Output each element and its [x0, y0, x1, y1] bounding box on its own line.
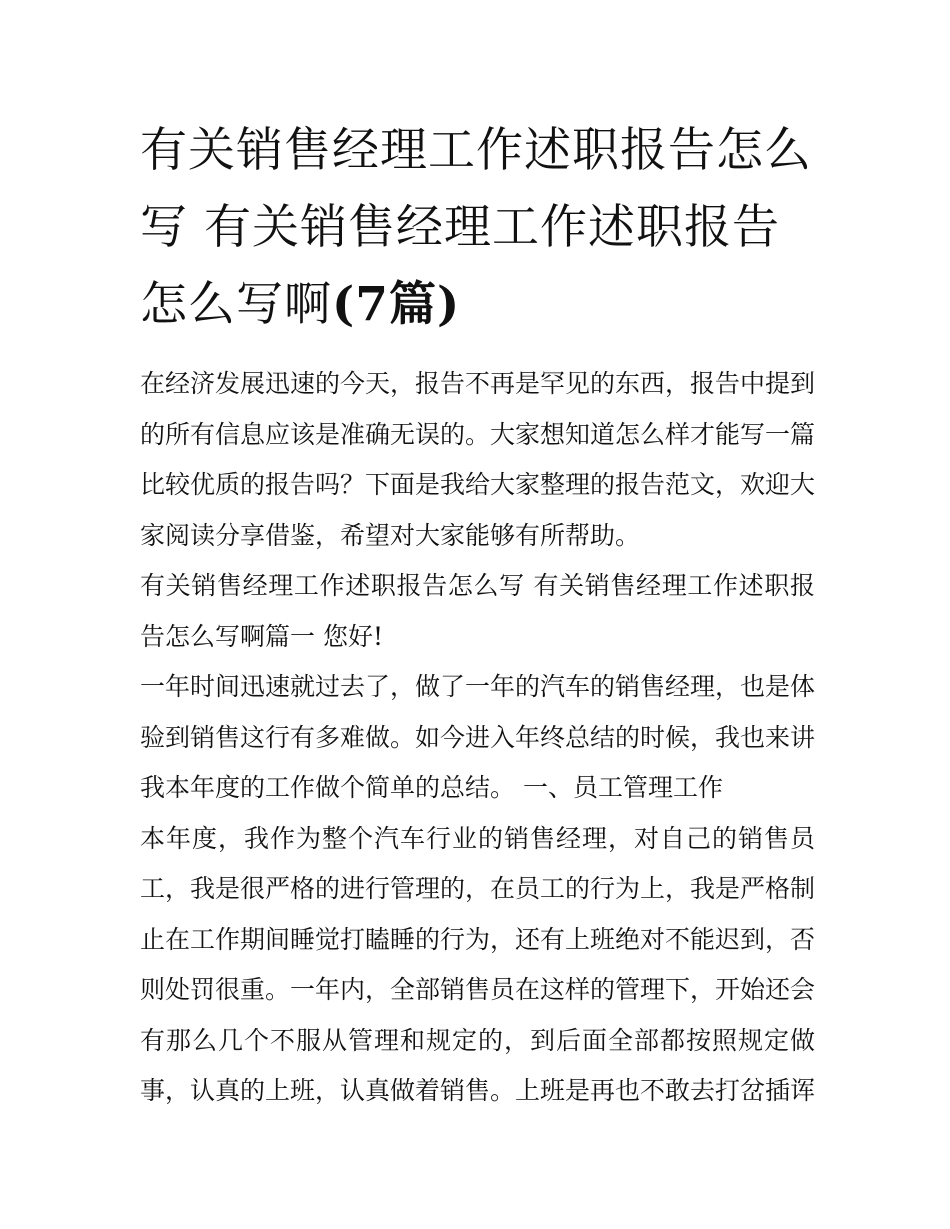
paragraph-summary: 一年时间迅速就过去了，做了一年的汽车的销售经理，也是体验到销售这行有多难做。如今进入年终总结的时候，我也来讲我本年度的工作做个简单的总结。 一、员工管理工作 — [140, 672, 816, 802]
document-body — [140, 359, 815, 1117]
document-title-tail: (7篇) — [332, 277, 461, 332]
paragraph-intro: 在经济发展迅速的今天，报告不再是罕见的东西，报告中提到的所有信息应该是准确无误的。大家想知道怎么样才能写一篇比较优质的报告吗？下面是我给大家整理的报告范文，欢迎大家阅读分享借鉴，希望对大家能够有所帮助。 — [140, 369, 816, 550]
paragraph-staff-management: 本年度，我作为整个汽车行业的销售经理，对自己的销售员工，我是很严格的进行管理的，在员工的行为上，我是严格制止在工作期间睡觉打瞌睡的行为，还有上班绝对不能迟到，否则处罚很重。一年内，全部销售员在这样的管理下，开始还会有那么几个不服从管理和规定的，到后面全部都按照规定做事，认真的上班，认真做着销售。上班是再也不敢去打岔插诨 — [140, 823, 816, 1105]
document-page — [140, 112, 815, 1117]
document-title-main: 有关销售经理工作述职报告怎么写 有关销售经理工作述职报告怎么写啊 — [140, 123, 812, 332]
document-title — [140, 112, 815, 343]
paragraph-heading: 有关销售经理工作述职报告怎么写 有关销售经理工作述职报告怎么写啊篇一 您好! — [140, 571, 815, 651]
